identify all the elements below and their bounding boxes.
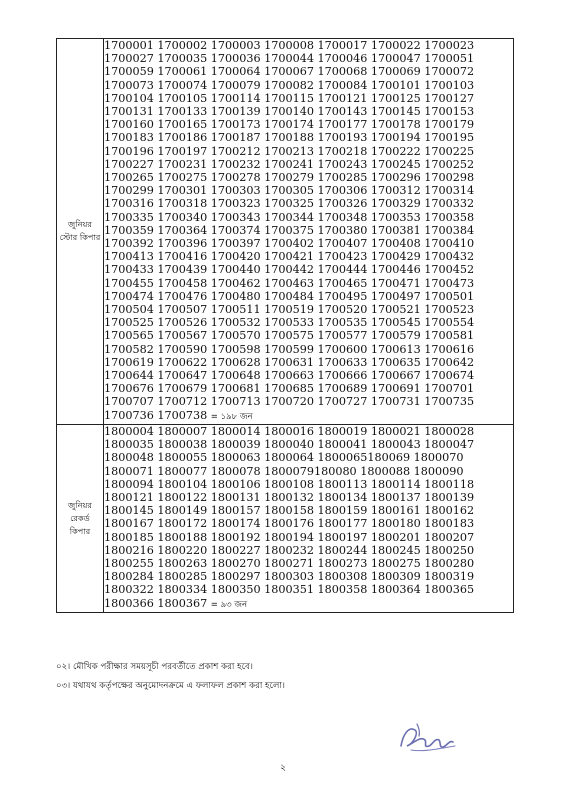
roll-number-line: 1800004 1800007 1800014 1800016 1800019 1800021 1800028 <box>104 424 475 438</box>
roll-number-line: 1700525 1700526 1700532 1700533 1700535 1700545 1700554 <box>104 316 475 330</box>
note-line: ০৩। যথাযথ কর্তৃপক্ষের অনুমোদনক্রমে এ ফলাফল প্রকাশ করা হলো। <box>56 681 285 691</box>
roll-number-line: 1700582 1700590 1700598 1700599 1700600 1700613 1700616 <box>104 342 475 356</box>
roll-number-line: 1700183 1700186 1700187 1700188 1700193 1700194 1700195 <box>104 131 475 145</box>
roll-number-line: 1700474 1700476 1700480 1700484 1700495 1700497 1700501 <box>104 289 475 303</box>
roll-number-line: 1800121 1800122 1800131 1800132 1800134 1800137 1800139 <box>104 490 475 504</box>
note-line: ০২। মৌখিক পরীক্ষার সময়সূচী পরবর্তীতে প্রকাশ করা হবে। <box>56 662 253 672</box>
roll-number-line: 1800094 1800104 1800106 1800108 1800113 1800114 1800118 <box>104 477 475 491</box>
roll-number-line: 1800255 1800263 1800270 1800271 1800273 1800275 1800280 <box>104 556 475 570</box>
post-name-line: কিপার <box>69 525 91 536</box>
roll-number-line: 1700736 1700738 <box>104 408 208 422</box>
post-name-line: জুনিয়র <box>68 499 92 510</box>
roll-numbers-cell <box>104 424 514 612</box>
roll-number-line: 1800366 1800367 <box>104 596 208 610</box>
roll-number-line: 1700392 1700396 1700397 1700402 1700407 1700408 1700410 <box>104 237 475 251</box>
post-name-line: জুনিয়র <box>68 219 92 230</box>
roll-number-line: 1700027 1700035 1700036 1700044 1700046 1700047 1700051 <box>104 52 475 66</box>
post-name-cell <box>57 424 104 612</box>
roll-number-line: 1800145 1800149 1800157 1800158 1800159 1800161 1800162 <box>104 504 475 518</box>
notes <box>56 658 526 696</box>
roll-number-line: 1700565 1700567 1700570 1700575 1700577 1700579 1700581 <box>104 329 475 343</box>
roll-number-line: 1700676 1700679 1700681 1700685 1700689 1700691 1700701 <box>104 382 475 396</box>
roll-numbers-cell <box>104 39 514 425</box>
roll-number-line: 1800048 1800055 1800063 1800064 1800065180069 1800070 <box>104 451 464 465</box>
candidate-total: = ৯৩ জন <box>210 599 248 610</box>
roll-number-line: 1700104 1700105 1700114 1700115 1700121 1700125 1700127 <box>104 91 475 105</box>
post-name-cell <box>57 39 104 425</box>
roll-number-line: 1700707 1700712 1700713 1700720 1700727 1700731 1700735 <box>104 395 475 409</box>
post-name-line: রেকর্ড <box>70 512 90 523</box>
roll-number-line: 1700644 1700647 1700648 1700663 1700666 1700667 1700674 <box>104 369 475 383</box>
roll-number-line: 1700227 1700231 1700232 1700241 1700243 1700245 1700252 <box>104 157 475 171</box>
roll-number-last-line <box>104 409 513 424</box>
result-row <box>57 424 514 612</box>
result-row <box>57 39 514 425</box>
candidate-total: = ১৯৮ জন <box>210 411 253 422</box>
roll-number-line: 1700413 1700416 1700420 1700421 1700423 1700429 1700432 <box>104 250 475 264</box>
roll-number-line: 1800216 1800220 1800227 1800232 1800244 1800245 1800250 <box>104 543 475 557</box>
roll-number-line: 1700160 1700165 1700173 1700174 1700177 1700178 1700179 <box>104 118 475 132</box>
roll-number-line: 1700001 1700002 1700003 1700008 1700017 1700022 1700023 <box>104 39 475 52</box>
roll-number-line: 1700455 1700458 1700462 1700463 1700465 1700471 1700473 <box>104 276 475 290</box>
roll-number-line: 1700131 1700133 1700139 1700140 1700143 1700145 1700153 <box>104 105 475 119</box>
roll-number-line: 1700196 1700197 1700212 1700213 1700218 1700222 1700225 <box>104 144 475 158</box>
roll-number-line: 1700059 1700061 1700064 1700067 1700068 1700069 1700072 <box>104 65 475 79</box>
roll-number-line: 1700299 1700301 1700303 1700305 1700306 1700312 1700314 <box>104 184 475 198</box>
roll-number-line: 1700359 1700364 1700374 1700375 1700380 1700381 1700384 <box>104 223 475 237</box>
roll-number-line: 1700316 1700318 1700323 1700325 1700326 1700329 1700332 <box>104 197 475 211</box>
roll-number-line: 1700433 1700439 1700440 1700442 1700444 1700446 1700452 <box>104 263 475 277</box>
signature-image <box>393 716 465 758</box>
roll-number-line: 1800071 1800077 1800078 1800079180080 1800088 1800090 <box>104 464 464 478</box>
roll-number-line: 1700073 1700074 1700079 1700082 1700084 1700101 1700103 <box>104 78 475 92</box>
roll-number-line: 1700265 1700275 1700278 1700279 1700285 1700296 1700298 <box>104 171 475 185</box>
roll-number-line: 1700335 1700340 1700343 1700344 1700348 1700353 1700358 <box>104 210 475 224</box>
roll-number-line: 1800035 1800038 1800039 1800040 1800041 1800043 1800047 <box>104 438 475 452</box>
roll-number-line: 1800185 1800188 1800192 1800194 1800197 1800201 1800207 <box>104 530 475 544</box>
roll-number-line: 1800167 1800172 1800174 1800176 1800177 1800180 1800183 <box>104 517 475 531</box>
page-number: ২ <box>280 763 286 773</box>
results-table <box>56 38 514 613</box>
post-name-line: স্টোর কিপার <box>59 232 101 243</box>
roll-number-line: 1800284 1800285 1800297 1800303 1800308 1800309 1800319 <box>104 570 475 584</box>
roll-number-last-line <box>104 597 513 612</box>
roll-number-line: 1700619 1700622 1700628 1700631 1700633 1700635 1700642 <box>104 355 475 369</box>
roll-number-line: 1700504 1700507 1700511 1700519 1700520 1700521 1700523 <box>104 303 475 317</box>
results-table-body <box>57 39 514 613</box>
roll-number-line: 1800322 1800334 1800350 1800351 1800358 1800364 1800365 <box>104 583 475 597</box>
